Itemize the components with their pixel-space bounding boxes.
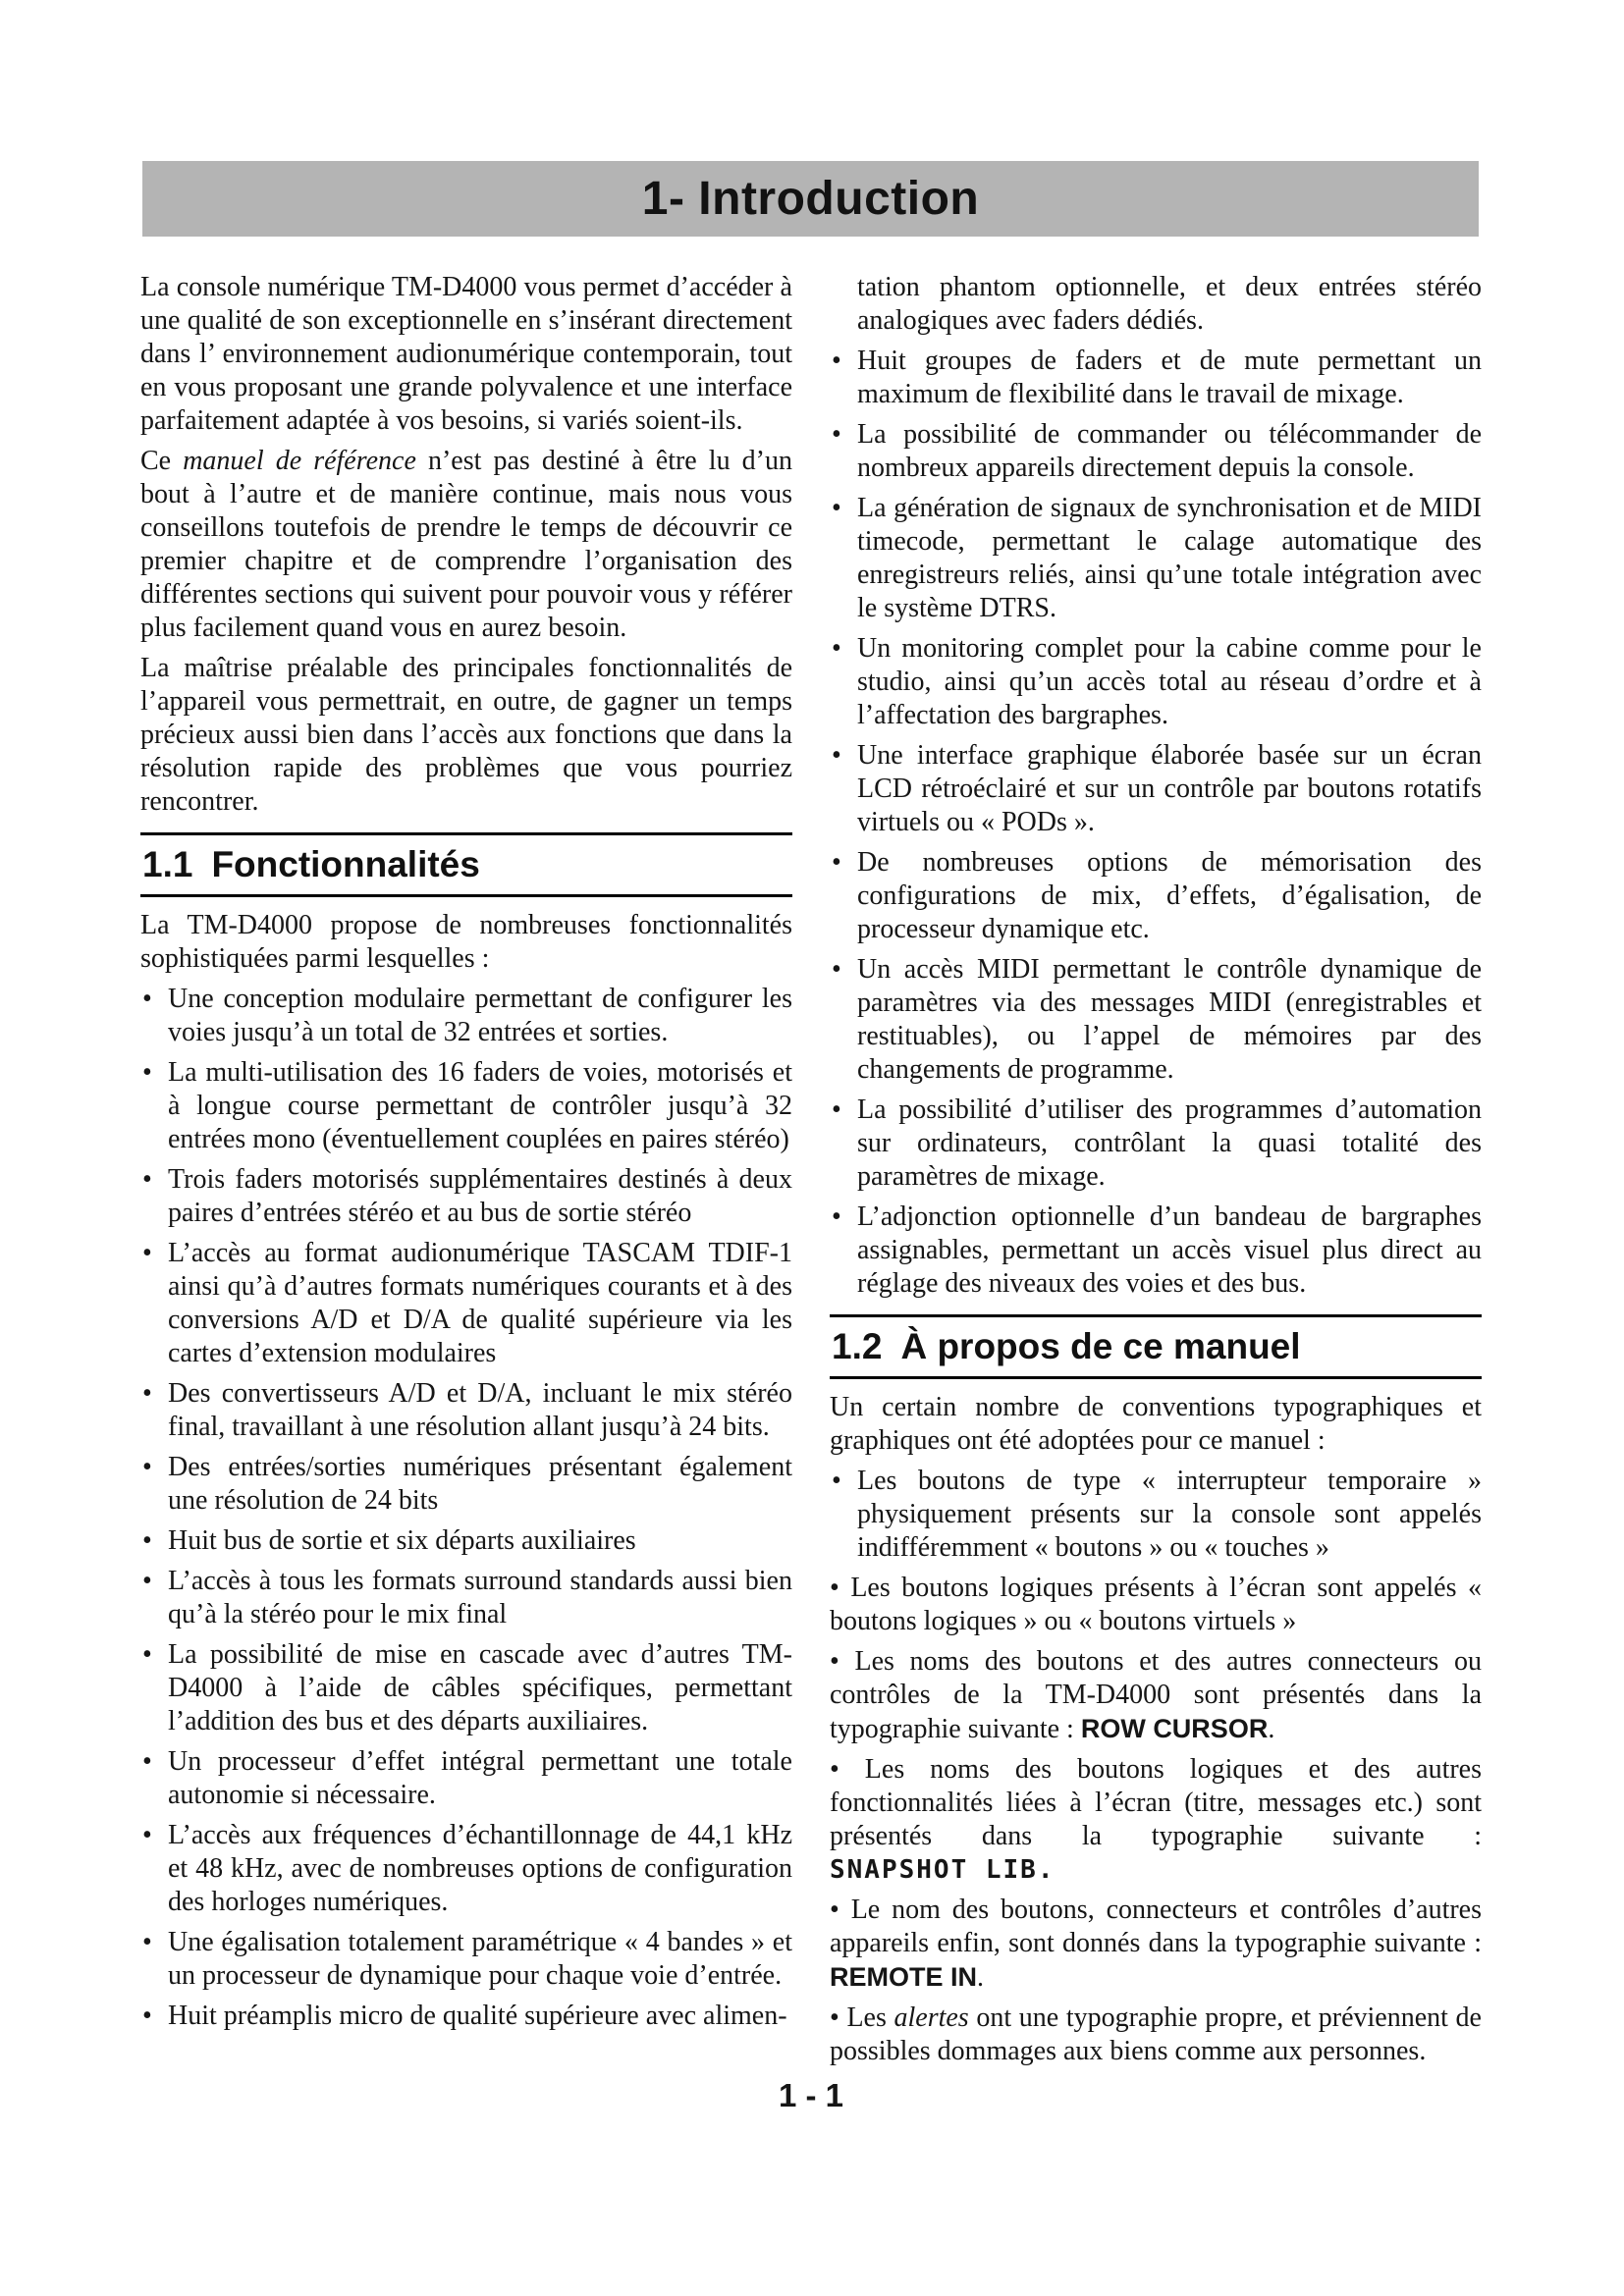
- text-run: Ce: [140, 446, 184, 476]
- body-paragraph: [830, 1391, 1482, 1458]
- section-heading: [830, 1314, 1482, 1379]
- bullet-item: [830, 1645, 1482, 1746]
- text-run: La génération de signaux de synchronisation et de MIDI timecode, permettant le calage automatique des enregistreurs reliés, ainsi qu’une totale intégration avec le système DTRS.: [857, 493, 1482, 623]
- text-run: De nombreuses options de mémorisation des configurations de mix, d’effets, d’égalisation, de processeur dynamique etc.: [857, 847, 1482, 944]
- bullet-marker: •: [832, 954, 848, 985]
- bullet-item: [140, 1524, 792, 1558]
- bullet-marker: •: [142, 1746, 159, 1778]
- two-column-body: [140, 271, 1482, 2075]
- bullet-item: [830, 1465, 1482, 1565]
- bullet-item: [830, 2002, 1482, 2068]
- control-name-text: REMOTE IN: [830, 1962, 978, 1993]
- text-run: Huit préamplis micro de qualité supérieure avec alimen-: [168, 2001, 787, 2032]
- bullet-marker: •: [142, 1639, 159, 1671]
- bullet-item: [830, 418, 1482, 485]
- bullet-item: [830, 1894, 1482, 1995]
- bullet-marker: •: [832, 847, 848, 878]
- bullet-item: [830, 846, 1482, 946]
- bullet-marker: •: [142, 1566, 159, 1597]
- bullet-marker: •: [832, 419, 848, 450]
- text-run: Des entrées/sorties numériques présentant également une résolution de 24 bits: [168, 1452, 792, 1517]
- bullet-marker: •: [142, 1927, 159, 1958]
- bullet-item: [830, 1201, 1482, 1301]
- right-column: [830, 271, 1482, 2075]
- bullet-marker: •: [832, 633, 848, 664]
- bullet-marker: •: [832, 740, 848, 771]
- text-run: Un monitoring complet pour la cabine comme pour le studio, ainsi qu’un accès total au réseau d’ordre et à l’affectation des bargraphes.: [857, 633, 1482, 730]
- body-paragraph: [140, 445, 792, 645]
- bullet-marker: •: [832, 346, 848, 376]
- bullet-marker: •: [832, 1201, 848, 1232]
- bullet-marker: •: [832, 1095, 848, 1125]
- text-run: ont une typographie propre, et préviennent de possibles dommages aux biens comme aux personnes.: [830, 2002, 1482, 2067]
- text-run: La possibilité de mise en cascade avec d’autres TM-D4000 à l’aide de câbles spécifiques, permettant l’addition des bus et des départs auxiliaires.: [168, 1639, 792, 1737]
- chapter-title-banner: [142, 161, 1479, 237]
- bullet-item: [140, 983, 792, 1049]
- section-heading: [140, 832, 792, 897]
- bullet-marker: •: [832, 493, 848, 523]
- bullet-marker: •: [830, 1573, 851, 1604]
- text-run: La possibilité de commander ou télécommander de nombreux appareils directement depuis la console.: [857, 419, 1482, 483]
- bullet-marker: •: [142, 1452, 159, 1483]
- body-paragraph: [140, 909, 792, 976]
- control-name-text: ROW CURSOR: [1080, 1714, 1269, 1744]
- bullet-marker: •: [142, 1164, 159, 1196]
- body-paragraph: [140, 652, 792, 819]
- bullet-item: [140, 2000, 792, 2033]
- bullet-item: [830, 739, 1482, 839]
- bullet-item: [140, 1638, 792, 1738]
- bullet-item: [830, 492, 1482, 625]
- text-run: Les noms des boutons logiques et des autres fonctionnalités liées à l’écran (titre, messages etc.) sont présentés dans la typographie suivante :: [830, 1754, 1482, 1852]
- text-run: La possibilité d’utiliser des programmes d’automation sur ordinateurs, contrôlant la quasi totalité des paramètres de mixage.: [857, 1095, 1482, 1192]
- bullet-item: [140, 1451, 792, 1518]
- bullet-marker: •: [142, 984, 159, 1015]
- bullet-marker: •: [142, 1238, 159, 1269]
- bullet-marker: •: [830, 1895, 851, 1926]
- bullet-marker: •: [142, 1057, 159, 1089]
- bullet-item: [830, 953, 1482, 1087]
- bullet-marker: •: [142, 2001, 159, 2032]
- bullet-marker: •: [830, 2002, 847, 2034]
- text-run: La console numérique TM-D4000 vous permet d’accéder à une qualité de son exceptionnelle en s’insérant directement dans l’ environnement audionumérique contemporain, tout en vous proposant une grande polyvalence et une interface parfaitement adaptée à vos besoins, si variés soient-ils.: [140, 272, 792, 436]
- text-run: Les boutons de type « interrupteur temporaire » physiquement présents sur la console sont appelés indifféremment « boutons » ou « touches »: [857, 1466, 1482, 1564]
- text-run: La maîtrise préalable des principales fonctionnalités de l’appareil vous permettrait, en outre, de gagner un temps précieux aussi bien dans l’accès aux fonctions que dans la résolution rapide des problèmes que vous pourriez rencontrer.: [140, 653, 792, 817]
- bullet-item: [830, 345, 1482, 411]
- bullet-item: [830, 1094, 1482, 1194]
- section-title: Fonctionnalités: [211, 844, 480, 884]
- bullet-item: [140, 1926, 792, 1993]
- text-run: Les noms des boutons et des autres connecteurs ou contrôles de la TM-D4000 sont présentés dans la typographie suivante :: [830, 1646, 1482, 1745]
- section-number: 1.2: [832, 1326, 883, 1366]
- text-run: Une conception modulaire permettant de configurer les voies jusqu’à un total de 32 entrées et sorties.: [168, 984, 792, 1048]
- bullet-marker: •: [142, 1525, 159, 1557]
- bullet-marker: •: [142, 1820, 159, 1851]
- text-run: L’accès à tous les formats surround standards aussi bien qu’à la stéréo pour le mix final: [168, 1566, 792, 1630]
- lcd-style-text: SNAPSHOT LIB.: [830, 1855, 1056, 1886]
- text-run: L’adjonction optionnelle d’un bandeau de bargraphes assignables, permettant un accès visuel plus direct au réglage des niveaux des voies et des bus.: [857, 1201, 1482, 1299]
- text-run: Un accès MIDI permettant le contrôle dynamique de paramètres via des messages MIDI (enregistrables et restituables), ou l’appel de mémoires par des changements de programme.: [857, 954, 1482, 1085]
- bullet-marker: •: [142, 1378, 159, 1410]
- text-run: Une interface graphique élaborée basée sur un écran LCD rétroéclairé et sur un contrôle par boutons rotatifs virtuels ou « PODs ».: [857, 740, 1482, 837]
- body-paragraph: [140, 271, 792, 438]
- text-run: L’accès aux fréquences d’échantillonnage de 44,1 kHz et 48 kHz, avec de nombreuses options de configuration des horloges numériques.: [168, 1820, 792, 1918]
- chapter-title: 1- Introduction: [641, 173, 980, 225]
- body-paragraph: [830, 271, 1482, 338]
- emphasis-text: alertes: [893, 2002, 969, 2034]
- bullet-item: [140, 1819, 792, 1919]
- bullet-item: [830, 1572, 1482, 1638]
- bullet-item: [140, 1237, 792, 1370]
- bullet-item: [140, 1056, 792, 1156]
- text-run: Huit bus de sortie et six départs auxiliaires: [168, 1525, 636, 1557]
- text-run: Des convertisseurs A/D et D/A, incluant le mix stéréo final, travaillant à une résolution allant jusqu’à 24 bits.: [168, 1378, 792, 1443]
- page-number: 1 - 1: [778, 2077, 844, 2113]
- text-run: La TM-D4000 propose de nombreuses fonctionnalités sophistiquées parmi lesquelles :: [140, 910, 792, 975]
- section-title: À propos de ce manuel: [900, 1326, 1301, 1366]
- text-run: Une égalisation totalement paramétrique « 4 bandes » et un processeur de dynamique pour chaque voie d’entrée.: [168, 1927, 792, 1992]
- section-number: 1.1: [142, 844, 193, 884]
- bullet-marker: •: [830, 1646, 855, 1678]
- text-run: Un processeur d’effet intégral permettant une totale autonomie si nécessaire.: [168, 1746, 792, 1811]
- emphasis-text: manuel de référence: [183, 446, 416, 476]
- bullet-item: [830, 632, 1482, 732]
- bullet-item: [140, 1565, 792, 1631]
- text-run: tation phantom optionnelle, et deux entrées stéréo analogiques avec faders dédiés.: [857, 272, 1482, 336]
- text-run: L’accès au format audionumérique TASCAM TDIF-1 ainsi qu’à d’autres formats numériques courants et à des conversions A/D et D/A de qualité supérieure via les cartes d’extension modulaires: [168, 1238, 792, 1369]
- bullet-item: [140, 1745, 792, 1812]
- text-run: Les boutons logiques présents à l’écran sont appelés « boutons logiques » ou « boutons virtuels »: [830, 1573, 1482, 1637]
- text-run: Trois faders motorisés supplémentaires destinés à deux paires d’entrées stéréo et au bus de sortie stéréo: [168, 1164, 792, 1229]
- text-run: Les: [846, 2002, 894, 2034]
- bullet-item: [830, 1753, 1482, 1887]
- text-run: La multi-utilisation des 16 faders de voies, motorisés et à longue course permettant de contrôler jusqu’à 32 entrées mono (éventuellement couplées en paires stéréo): [168, 1057, 792, 1155]
- text-run: Huit groupes de faders et de mute permettant un maximum de flexibilité dans le travail de mixage.: [857, 346, 1482, 409]
- left-column: [140, 271, 792, 2040]
- bullet-item: [140, 1377, 792, 1444]
- bullet-marker: •: [832, 1466, 848, 1497]
- text-run: Le nom des boutons, connecteurs et contrôles d’autres appareils enfin, sont donnés dans la typographie suivante :: [830, 1895, 1482, 1959]
- text-run: .: [1268, 1714, 1275, 1745]
- bullet-item: [140, 1163, 792, 1230]
- text-run: n’est pas destiné à être lu d’un bout à l’autre et de manière continue, mais nous vous conseillons toutefois de prendre le temps de découvrir ce premier chapitre et de comprendre l’organisation des différentes sections qui suivent pour pouvoir vous y référer plus facilement quand vous en aurez besoin.: [140, 446, 792, 643]
- text-run: Un certain nombre de conventions typographiques et graphiques ont été adoptées pour ce manuel :: [830, 1392, 1482, 1457]
- bullet-marker: •: [830, 1754, 865, 1786]
- text-run: .: [977, 1962, 985, 1994]
